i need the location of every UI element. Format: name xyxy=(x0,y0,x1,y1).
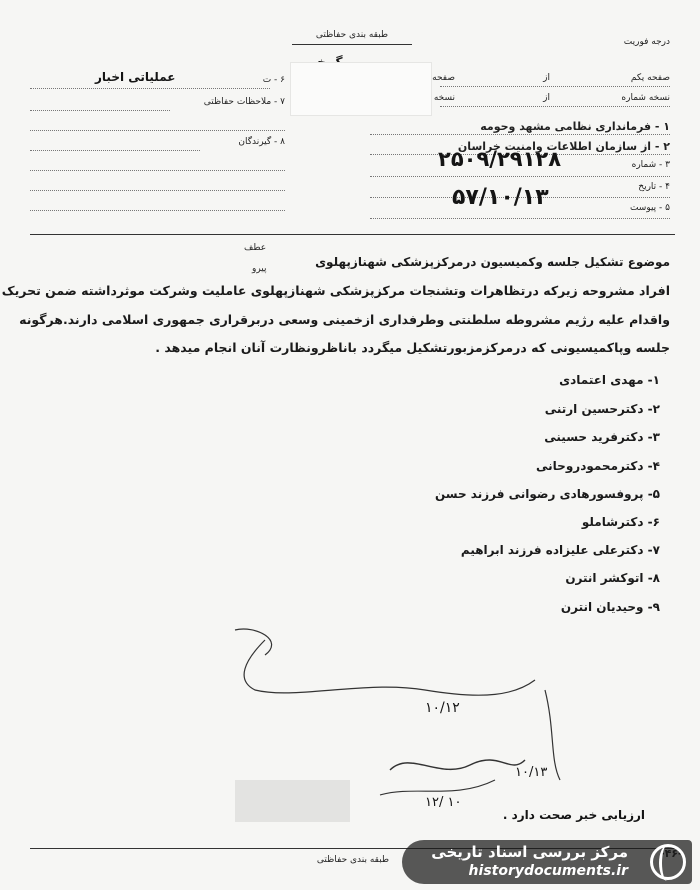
body-line-2: واقدام علیه رژیم مشروطه سلطنتی وطرفداری ازخمینی وسعی دربرقراری جمهوری اسلامی دارند.هرگونه xyxy=(19,312,670,327)
left-field-7: ۷ - ملاحظات حفاظتی xyxy=(203,97,285,107)
handwritten-date: ۵۷/۱۰/۱۳ xyxy=(452,185,549,210)
handwritten-number: ۲۵۰۹/۲۹۱۲۸ xyxy=(438,147,562,171)
field-2: ۲ - از سازمان اطلاعات وامنیت خراسان xyxy=(457,140,670,153)
of-label-2: از xyxy=(543,93,550,103)
peyro-label: پیرو xyxy=(252,264,267,274)
list-item: ۸- اتوکشر انترن xyxy=(565,571,660,585)
classification-underline xyxy=(292,44,412,45)
stamp-smudge xyxy=(235,780,350,822)
copy-label: نسخه xyxy=(433,93,455,103)
list-item: ۶- دکترشاملو xyxy=(581,515,660,529)
evaluation-line: ارزیابی خبر صحت دارد . xyxy=(502,808,645,822)
copy-number-label: نسخه شماره xyxy=(621,93,670,103)
field-1: ۱ - فرمانداری نظامی مشهد وحومه xyxy=(480,120,670,133)
redacted-area xyxy=(290,62,432,116)
watermark-fa: مرکز بررسی اسناد تاریخی xyxy=(431,843,628,861)
subject-line: موضوع تشکیل جلسه وکمیسیون درمرکزپزشکی شهنازپهلوی xyxy=(315,255,670,269)
handwritten-note-2: ۱۰/۱۳ xyxy=(515,765,548,780)
atf-label: عطف xyxy=(244,243,267,253)
header-separator xyxy=(30,234,675,235)
page-number-label: صفحه یکم xyxy=(630,73,670,83)
left-field-6: ۶ - ت xyxy=(262,75,285,85)
list-item: ۲- دکترحسین ارتنی xyxy=(544,402,660,416)
classification-top: طبقه بندی حفاظتی xyxy=(315,30,389,40)
left-handwritten: عملیاتی اخبار xyxy=(95,70,176,84)
list-item: ۹- وحیدیان انترن xyxy=(560,600,660,614)
watermark-en: historydocuments.ir xyxy=(468,863,628,879)
handwritten-note-3: ۱۲/ ۱۰ xyxy=(425,795,462,810)
list-item: ۴- دکترمحمودروحانی xyxy=(536,459,660,473)
urgency-label: درجه فوریت xyxy=(623,37,670,47)
field-3: ۳ - شماره xyxy=(631,160,670,170)
classification-bottom: طبقه بندی حفاظتی xyxy=(316,855,390,865)
left-field-8: ۸ - گیرندگان xyxy=(238,137,285,147)
list-item: ۵- پروفسورهادی رضوانی فرزند حسن xyxy=(434,487,660,501)
watermark-logo xyxy=(402,840,692,884)
globe-icon xyxy=(650,844,686,880)
list-item: ۳- دکترفرید حسینی xyxy=(544,430,660,444)
body-line-3: جلسه وپاکمیسیونی که درمرکزمزبورتشکیل میگردد باناظرونظارت آنان انجام میدهد . xyxy=(155,340,670,355)
field-4: ۴ - تاریخ xyxy=(638,182,670,192)
body-line-1: افراد مشروحه زیرکه درتظاهرات وتشنجات مرکزپزشکی شهنازپهلوی عاملیت وشرکت موثرداشته ضمن تحریک xyxy=(1,283,670,298)
list-item: ۷- دکترعلی علیزاده فرزند ابراهیم xyxy=(460,543,660,557)
list-item: ۱- مهدی اعتمادی xyxy=(559,373,660,387)
field-5: ۵ - پیوست xyxy=(629,203,670,213)
page-label: صفحه xyxy=(432,73,455,83)
handwritten-note-1: ۱۰/۱۲ xyxy=(425,700,460,716)
of-label-1: از xyxy=(543,73,550,83)
